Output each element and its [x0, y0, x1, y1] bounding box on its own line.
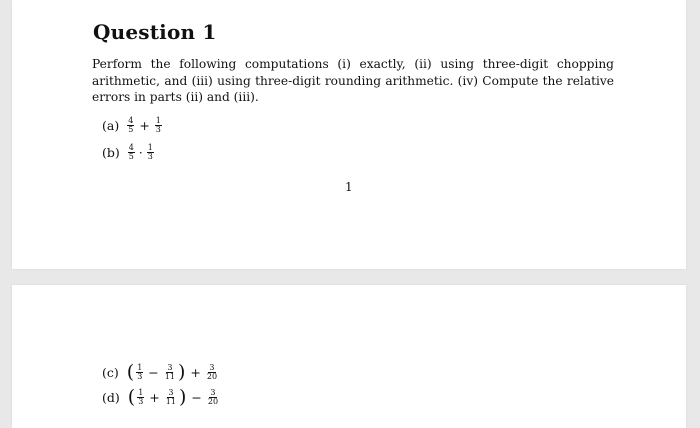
left-paren: (: [126, 361, 135, 383]
numerator: 3: [209, 363, 215, 372]
item-c-label: (c): [102, 365, 119, 380]
denominator: 5: [128, 152, 134, 161]
item-d: [102, 388, 220, 407]
denominator: 11: [164, 372, 175, 381]
page-2: [12, 285, 686, 428]
fraction: [128, 144, 135, 161]
question-prompt: Perform the following computations (i) exactly, (ii) using three-digit chopping arithmetic, and (iii) using three-digit rounding arithmetic. (iv) Compute the relative errors in parts (ii) and (iii).: [92, 57, 614, 104]
fraction: [147, 144, 154, 161]
page-1: [12, 0, 686, 269]
operator: +: [190, 365, 201, 380]
numerator: 4: [128, 116, 134, 125]
fraction: [164, 364, 176, 381]
fraction: [136, 364, 143, 381]
numerator: 4: [128, 143, 134, 152]
numerator: 1: [137, 363, 143, 372]
numerator: 3: [168, 388, 174, 397]
item-d-label: (d): [102, 390, 120, 405]
denominator: 3: [147, 152, 153, 161]
numerator: 1: [147, 143, 153, 152]
denominator: 5: [128, 125, 134, 134]
fraction: [137, 389, 144, 406]
operator: +: [149, 390, 160, 405]
operator: +: [139, 118, 150, 133]
denominator: 3: [155, 125, 161, 134]
denominator: 3: [138, 397, 144, 406]
numerator: 3: [167, 363, 173, 372]
item-b-label: (b): [102, 145, 120, 160]
item-a-label: (a): [102, 118, 120, 133]
fraction: [207, 389, 219, 406]
operator: −: [148, 365, 159, 380]
page-number: 1: [345, 180, 353, 194]
numerator: 1: [138, 388, 144, 397]
operator: ·: [138, 145, 143, 160]
operator: −: [191, 390, 202, 405]
denominator: 11: [165, 397, 176, 406]
item-b: [102, 144, 155, 161]
numerator: 1: [155, 116, 161, 125]
denominator: 20: [207, 397, 219, 406]
item-c: [102, 363, 219, 382]
question-title: Question 1: [93, 20, 217, 44]
fraction: [127, 117, 134, 134]
fraction: [165, 389, 177, 406]
numerator: 3: [210, 388, 216, 397]
right-paren: ): [177, 361, 186, 383]
left-paren: (: [127, 386, 136, 408]
item-a: [102, 117, 163, 134]
denominator: 20: [206, 372, 218, 381]
denominator: 3: [137, 372, 143, 381]
right-paren: ): [178, 386, 187, 408]
fraction: [155, 117, 162, 134]
fraction: [206, 364, 218, 381]
